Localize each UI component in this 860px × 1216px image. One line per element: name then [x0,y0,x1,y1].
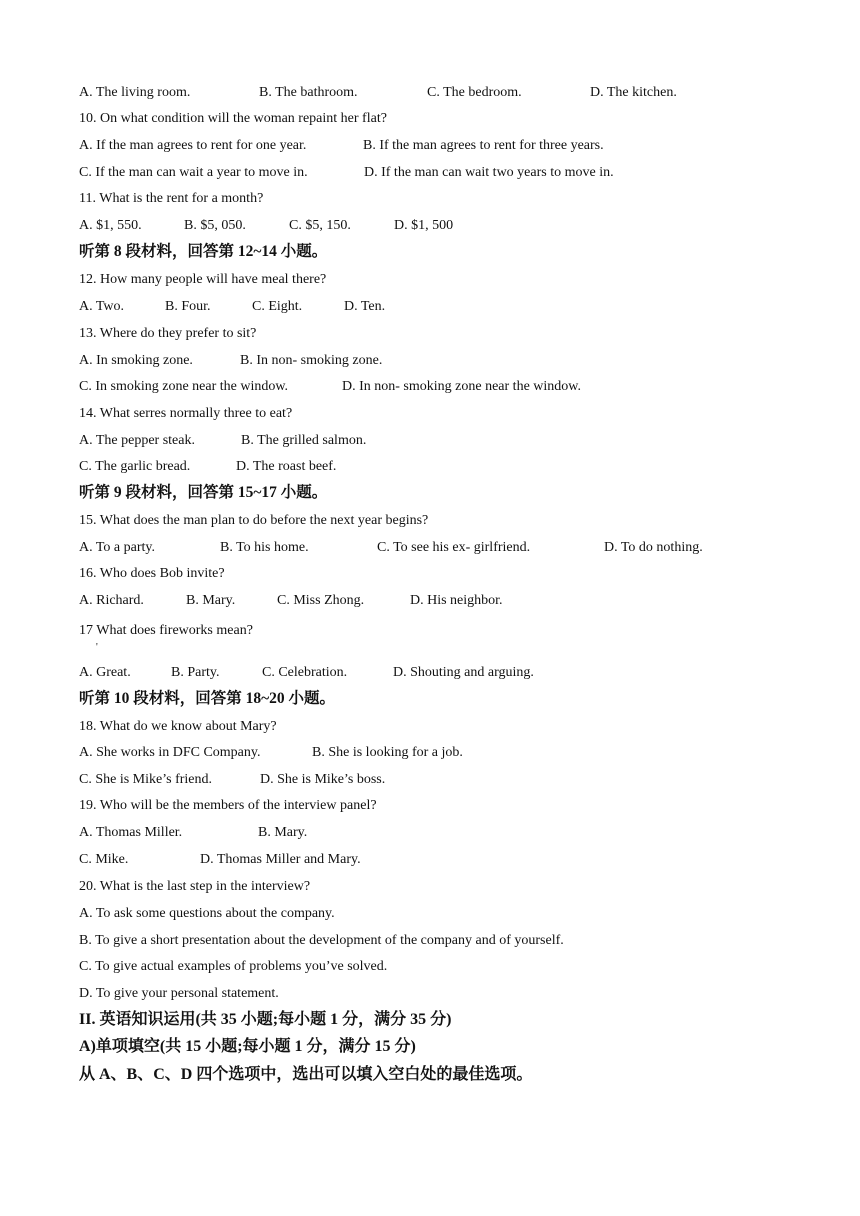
q14-option-c: C. The garlic bread. [79,459,191,474]
q10-option-b: B. If the man agrees to rent for three years. [363,138,604,153]
q16-option-b: B. Mary. [186,593,236,608]
q15-question: 15. What does the man plan to do before the next year begins? [79,513,429,528]
q10-option-c: C. If the man can wait a year to move in. [79,165,308,180]
q15-option-a: A. To a party. [79,540,156,555]
q14-question: 14. What serres normally three to eat? [79,406,293,421]
part-2-instruction: 从 A、B、C、D 四个选项中，选出可以填入空白处的最佳选项。 [79,1066,533,1083]
q14-option-a: A. The pepper steak. [79,433,195,448]
q20-option-d: D. To give your personal statement. [79,986,279,1001]
q16-option-a: A. Richard. [79,593,144,608]
q16-option-c: C. Miss Zhong. [277,593,365,608]
q18-option-a: A. She works in DFC Company. [79,745,261,760]
q13-question: 13. Where do they prefer to sit? [79,326,257,341]
q20-option-c: C. To give actual examples of problems you’ve solved. [79,959,388,974]
q19-option-c: C. Mike. [79,852,129,867]
q13-option-b: B. In non- smoking zone. [240,353,383,368]
q14-option-b: B. The grilled salmon. [241,433,367,448]
part-2-subtitle: A)单项填空(共 15 小题;每小题 1 分，满分 15 分) [79,1038,416,1055]
section-9-heading: 听第 9 段材料，回答第 15~17 小题。 [79,484,328,501]
q10-option-d: D. If the man can wait two years to move in. [364,165,614,180]
q20-question: 20. What is the last step in the interview? [79,879,311,894]
q14-option-d: D. The roast beef. [236,459,337,474]
q15-option-c: C. To see his ex- girlfriend. [377,540,531,555]
q12-question: 12. How many people will have meal there? [79,272,327,287]
q10-question: 10. On what condition will the woman repaint her flat? [79,111,387,126]
q20-option-b: B. To give a short presentation about the development of the company and of yourself. [79,933,564,948]
q15-option-b: B. To his home. [220,540,309,555]
q9-option-b: B. The bathroom. [259,85,358,100]
q17-option-a: A. Great. [79,665,131,680]
q13-option-a: A. In smoking zone. [79,353,193,368]
q12-option-c: C. Eight. [252,299,303,314]
q18-question: 18. What do we know about Mary? [79,719,277,734]
part-2-title: II. 英语知识运用(共 35 小题;每小题 1 分，满分 35 分) [79,1011,452,1028]
q9-option-a: A. The living room. [79,85,191,100]
q13-option-c: C. In smoking zone near the window. [79,379,289,394]
q11-question: 11. What is the rent for a month? [79,191,264,206]
q19-option-b: B. Mary. [258,825,308,840]
q17-question: 17 What does fireworks mean? [79,623,253,638]
q17-option-d: D. Shouting and arguing. [393,665,534,680]
q19-option-a: A. Thomas Miller. [79,825,183,840]
q19-question: 19. Who will be the members of the interview panel? [79,798,377,813]
q10-option-a: A. If the man agrees to rent for one year. [79,138,307,153]
q12-option-a: A. Two. [79,299,125,314]
q19-option-d: D. Thomas Miller and Mary. [200,852,361,867]
q20-option-a: A. To ask some questions about the company. [79,906,335,921]
q11-option-d: D. $1, 500 [394,218,454,233]
section-10-heading: 听第 10 段材料，回答第 18~20 小题。 [79,690,336,707]
q17-option-c: C. Celebration. [262,665,348,680]
q18-option-c: C. She is Mike’s friend. [79,772,212,787]
section-8-heading: 听第 8 段材料，回答第 12~14 小题。 [79,243,328,260]
q9-option-c: C. The bedroom. [427,85,522,100]
q12-option-d: D. Ten. [344,299,386,314]
q11-option-b: B. $5, 050. [184,218,246,233]
q16-option-d: D. His neighbor. [410,593,503,608]
q16-question: 16. Who does Bob invite? [79,566,225,581]
stray-mark: ' [96,642,98,653]
q11-option-c: C. $5, 150. [289,218,351,233]
q12-option-b: B. Four. [165,299,211,314]
q13-option-d: D. In non- smoking zone near the window. [342,379,581,394]
q18-option-d: D. She is Mike’s boss. [260,772,386,787]
q9-option-d: D. The kitchen. [590,85,677,100]
q15-option-d: D. To do nothing. [604,540,703,555]
q18-option-b: B. She is looking for a job. [312,745,463,760]
q11-option-a: A. $1, 550. [79,218,142,233]
q17-option-b: B. Party. [171,665,220,680]
